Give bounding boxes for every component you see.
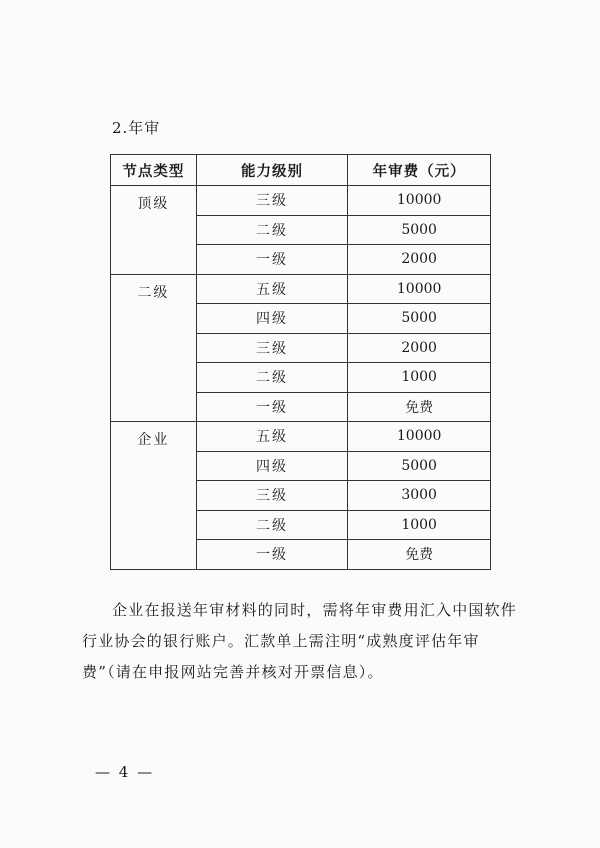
table-row [111,274,491,304]
fee-cell: 10000 [348,422,491,452]
fee-cell: 2000 [348,333,491,363]
fee-cell: 3000 [348,481,491,511]
page-number: — 4 — [95,763,155,781]
level-cell: 四级 [196,451,348,481]
header-capability-level: 能力级别 [196,155,348,186]
fee-cell: 10000 [348,274,491,304]
level-cell: 二级 [196,510,348,540]
node-type-cell: 顶级 [111,186,197,275]
header-annual-fee: 年审费（元） [348,155,491,186]
fee-cell: 5000 [348,451,491,481]
fee-cell: 免费 [348,540,491,570]
header-node-type: 节点类型 [111,155,197,186]
level-cell: 三级 [196,333,348,363]
table-row [111,186,491,216]
table-header-row [111,155,491,186]
level-cell: 五级 [196,274,348,304]
fee-cell: 10000 [348,186,491,216]
level-cell: 一级 [196,540,348,570]
annual-review-fee-table [110,154,491,570]
node-type-cell: 二级 [111,274,197,422]
level-cell: 三级 [196,481,348,511]
level-cell: 二级 [196,363,348,393]
payment-instructions-paragraph: 企业在报送年审材料的同时，需将年审费用汇入中国软件行业协会的银行账户。汇款单上需注明“成熟度评估年审费”（请在申报网站完善并核对开票信息）。 [82,601,518,681]
node-type-cell: 企业 [111,422,197,570]
level-cell: 一级 [196,245,348,275]
fee-cell: 1000 [348,510,491,540]
level-cell: 五级 [196,422,348,452]
fee-cell: 2000 [348,245,491,275]
fee-cell: 免费 [348,392,491,422]
level-cell: 二级 [196,215,348,245]
level-cell: 一级 [196,392,348,422]
section-title: 2.年审 [112,119,161,137]
level-cell: 四级 [196,304,348,334]
table-row [111,422,491,452]
fee-cell: 5000 [348,304,491,334]
fee-cell: 5000 [348,215,491,245]
fee-cell: 1000 [348,363,491,393]
level-cell: 三级 [196,186,348,216]
